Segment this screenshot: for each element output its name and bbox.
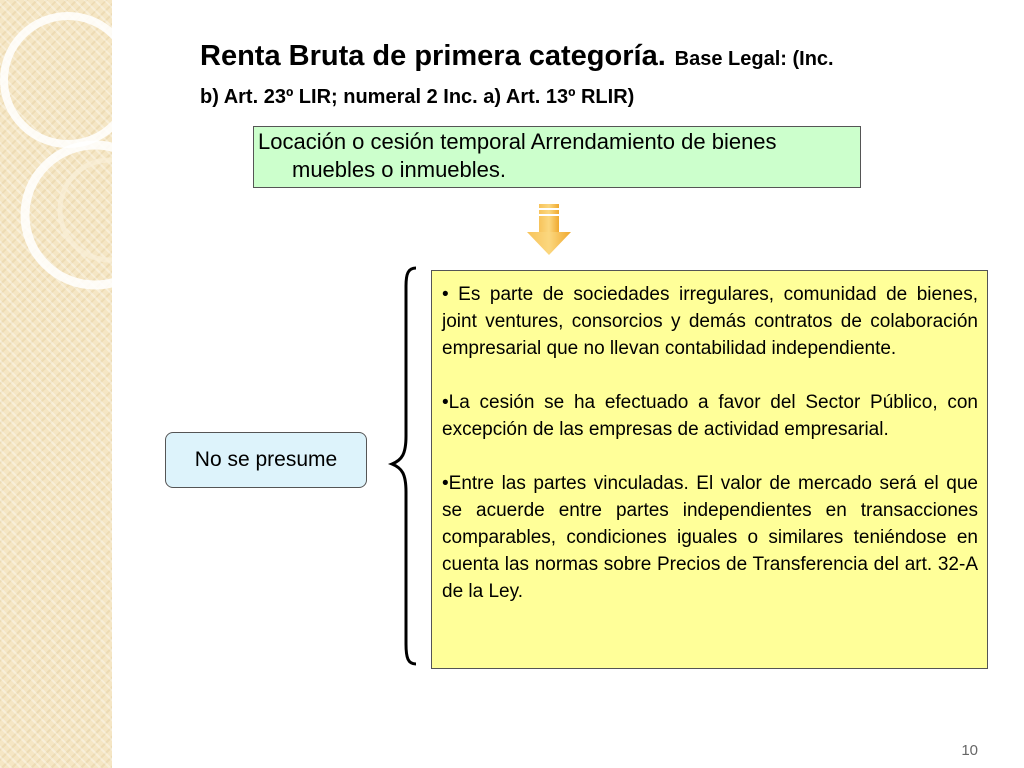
title-base-legal-cont: b) Art. 23º LIR; numeral 2 Inc. a) Art. 13º RLIR) xyxy=(200,85,635,108)
topic-line-1: Locación o cesión temporal Arrendamiento de bienes xyxy=(258,129,777,154)
condition-item: • Es parte de sociedades irregulares, comunidad de bienes, joint ventures, consorcios y demás contratos de colaboración empresarial que no llevan contabilidad independiente. xyxy=(442,284,978,359)
conditions-box xyxy=(431,270,988,669)
decorative-sidebar xyxy=(0,0,112,768)
topic-line-2: muebles o inmuebles. xyxy=(292,157,507,182)
arrow-down-icon xyxy=(527,204,571,256)
no-se-presume-box xyxy=(165,432,367,488)
topic-box xyxy=(253,126,861,188)
decorative-circles xyxy=(0,0,112,768)
page-number: 10 xyxy=(961,742,978,759)
curly-brace-icon xyxy=(380,266,420,666)
title-main: Renta Bruta de primera categoría. xyxy=(200,40,666,72)
title-base-legal: Base Legal: (Inc. xyxy=(674,48,834,70)
condition-item: •La cesión se ha efectuado a favor del Sector Público, con excepción de las empresas de actividad empresarial. xyxy=(442,392,978,440)
no-se-presume-label: No se presume xyxy=(194,448,338,471)
condition-item: •Entre las partes vinculadas. El valor de mercado será el que se acuerde entre partes independientes en transacciones comparables, condiciones iguales o similares teniéndose en cuenta las normas sobre Precios de Transferencia del art. 32-A de la Ley. xyxy=(442,473,978,602)
slide-title xyxy=(200,36,990,111)
